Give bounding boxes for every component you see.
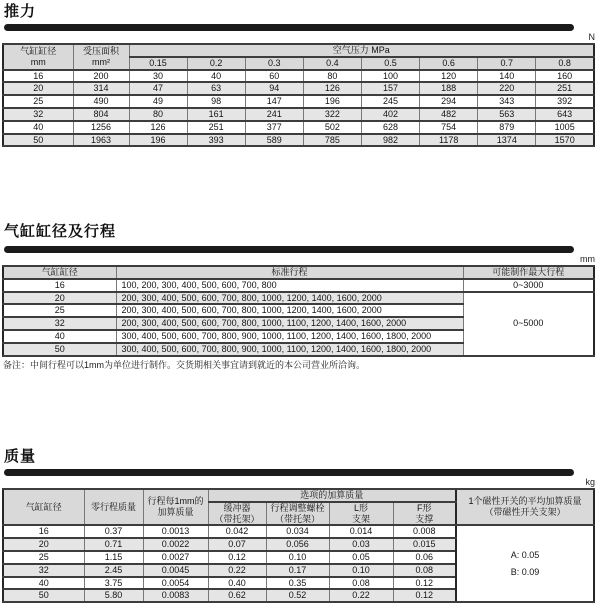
table-cell: 0.056 [266, 538, 329, 551]
table-cell: 0~3000 [463, 279, 594, 292]
table-cell: 0.2 [187, 57, 245, 70]
table-cell: 0.042 [208, 525, 266, 538]
table-cell: 0.40 [208, 577, 266, 590]
table-cell: 25 [3, 551, 84, 564]
table-cell: 50 [3, 134, 73, 147]
table-cell: 32 [3, 564, 84, 577]
table-cell: 行程每1mm的加算质量 [143, 489, 208, 525]
table-cell: 20 [3, 538, 84, 551]
thrust-unit-label: N [588, 32, 595, 42]
table-cell [266, 502, 329, 526]
table-cell: 0.7 [478, 57, 536, 70]
table-cell: 60 [245, 70, 303, 83]
table-cell: 196 [129, 134, 187, 147]
option-col-line: 支撑 [415, 513, 434, 524]
table-cell: 49 [129, 95, 187, 108]
table-row [3, 525, 594, 538]
table-cell: 0.52 [266, 589, 329, 602]
table-row [3, 82, 594, 95]
table-cell [393, 502, 456, 526]
table-row [3, 266, 594, 279]
table-cell [329, 502, 393, 526]
table-cell: 322 [303, 108, 361, 121]
mass-table [2, 488, 595, 603]
stroke-table [2, 265, 595, 357]
table-cell: 200, 300, 400, 500, 600, 700, 800, 1000, 1200, 1400, 1600, 2000 [116, 292, 463, 305]
table-cell: 0.034 [266, 525, 329, 538]
switch-value-b: B: 0.09 [510, 566, 540, 577]
table-cell: 1374 [478, 134, 536, 147]
table-cell: 160 [536, 70, 594, 83]
table-cell: 1.15 [84, 551, 143, 564]
table-cell: 589 [245, 134, 303, 147]
table-cell: 1256 [73, 121, 129, 134]
table-cell: 1570 [536, 134, 594, 147]
table-cell: 0.03 [329, 538, 393, 551]
table-cell: 0.0083 [143, 589, 208, 602]
table-cell: 40 [3, 577, 84, 590]
table-cell: 393 [187, 134, 245, 147]
table-cell: 5.80 [84, 589, 143, 602]
thrust-table [2, 43, 595, 147]
stroke-divider-bar [4, 246, 574, 253]
table-cell: 气缸缸径 [3, 489, 84, 525]
table-cell [208, 502, 266, 526]
table-cell: 0.0013 [143, 525, 208, 538]
table-cell: 零行程质量 [84, 489, 143, 525]
table-cell: 0.0054 [143, 577, 208, 590]
table-row [3, 489, 594, 502]
table-cell [73, 44, 129, 70]
table-cell: 0.22 [329, 589, 393, 602]
table-cell: 63 [187, 82, 245, 95]
table-cell: 94 [245, 82, 303, 95]
table-row [3, 292, 594, 305]
switch-mass-cell [456, 525, 594, 602]
table-cell: 1963 [73, 134, 129, 147]
table-cell: 0.0022 [143, 538, 208, 551]
table-cell: 0.22 [208, 564, 266, 577]
stroke-section-title: 气缸缸径及行程 [4, 223, 117, 240]
table-row [3, 279, 594, 292]
table-cell: 20 [3, 292, 116, 305]
mass-section-title: 质量 [4, 448, 37, 465]
table-cell: 188 [420, 82, 478, 95]
table-cell: 502 [303, 121, 361, 134]
table-cell: 161 [187, 108, 245, 121]
option-col-line: （带托架） [274, 513, 320, 524]
table-cell: 0.3 [245, 57, 303, 70]
table-cell: 314 [73, 82, 129, 95]
switch-value-a: A: 0.05 [510, 549, 540, 560]
table-cell: 0.10 [266, 551, 329, 564]
table-cell: 3.75 [84, 577, 143, 590]
thrust-section-title: 推力 [4, 3, 37, 20]
table-cell: 0.5 [362, 57, 420, 70]
table-cell: 251 [187, 121, 245, 134]
switch-header-line2: （带磁性开关支架） [484, 507, 566, 518]
table-cell: 343 [478, 95, 536, 108]
table-row [3, 121, 594, 134]
table-cell: 200 [73, 70, 129, 83]
table-cell: 2.45 [84, 564, 143, 577]
table-cell: 251 [536, 82, 594, 95]
table-cell: 50 [3, 589, 84, 602]
table-cell: 147 [245, 95, 303, 108]
table-cell: 0.37 [84, 525, 143, 538]
table-cell: 25 [3, 304, 116, 317]
table-cell: 126 [303, 82, 361, 95]
table-cell: 0.06 [393, 551, 456, 564]
table-cell: 标准行程 [116, 266, 463, 279]
table-cell: 300, 400, 500, 600, 700, 800, 900, 1000, 1100, 1200, 1400, 1600, 1800, 2000 [116, 330, 463, 343]
table-cell: 0.014 [329, 525, 393, 538]
table-cell: 47 [129, 82, 187, 95]
option-col-line: 行程调整螺栓 [270, 502, 325, 513]
switch-header-label [456, 489, 594, 525]
table-cell: 0~5000 [463, 292, 594, 356]
option-col-line: 缓冲器 [223, 502, 251, 513]
table-cell: 0.10 [329, 564, 393, 577]
table-cell: 0.17 [266, 564, 329, 577]
table-cell: 0.6 [420, 57, 478, 70]
table-cell: 32 [3, 108, 73, 121]
table-cell [3, 44, 73, 70]
option-col-line: 支架 [351, 513, 370, 524]
bore-header-label: 气缸缸径 [20, 46, 57, 56]
table-cell: 0.08 [329, 577, 393, 590]
option-col-line: F形 [417, 502, 432, 513]
table-cell: 200, 300, 400, 500, 600, 700, 800, 1000, 1100, 1200, 1400, 1600, 2000 [116, 317, 463, 330]
table-cell: 377 [245, 121, 303, 134]
table-cell: 785 [303, 134, 361, 147]
table-cell: 200, 300, 400, 500, 600, 700, 800, 1000, 1200, 1400, 1600, 2000 [116, 304, 463, 317]
table-cell: 754 [420, 121, 478, 134]
table-cell: 0.8 [536, 57, 594, 70]
table-row [3, 134, 594, 147]
table-cell: 402 [362, 108, 420, 121]
table-row [3, 108, 594, 121]
table-cell: 0.12 [393, 589, 456, 602]
table-row [3, 70, 594, 83]
table-cell: 0.0045 [143, 564, 208, 577]
table-cell: 16 [3, 70, 73, 83]
table-cell: 16 [3, 279, 116, 292]
table-cell: 0.08 [393, 564, 456, 577]
table-cell: 100 [362, 70, 420, 83]
table-cell: 490 [73, 95, 129, 108]
table-cell: 804 [73, 108, 129, 121]
table-cell: 1178 [420, 134, 478, 147]
table-cell: 0.008 [393, 525, 456, 538]
table-cell: 80 [303, 70, 361, 83]
bore-header-unit: mm [30, 56, 46, 67]
table-cell: 100, 200, 300, 400, 500, 600, 700, 800 [116, 279, 463, 292]
table-cell: 196 [303, 95, 361, 108]
table-row [3, 44, 594, 57]
area-header-label: 受压面积 [82, 46, 119, 56]
table-row [3, 95, 594, 108]
table-cell: 1005 [536, 121, 594, 134]
table-cell: 0.62 [208, 589, 266, 602]
table-cell: 0.71 [84, 538, 143, 551]
table-cell: 241 [245, 108, 303, 121]
stroke-note: 备注：中间行程可以1mm为单位进行制作。交货期相关事宜请到就近的本公司营业所洽询。 [3, 360, 366, 370]
table-cell: 0.05 [329, 551, 393, 564]
table-cell: 482 [420, 108, 478, 121]
table-cell: 16 [3, 525, 84, 538]
table-cell: 50 [3, 343, 116, 356]
table-cell: 294 [420, 95, 478, 108]
pressure-header-label: 空气压力 MPa [129, 44, 594, 57]
table-cell: 0.12 [393, 577, 456, 590]
table-cell: 563 [478, 108, 536, 121]
table-cell: 30 [129, 70, 187, 83]
table-cell: 643 [536, 108, 594, 121]
thrust-divider-bar [4, 24, 574, 31]
table-cell: 40 [3, 330, 116, 343]
table-cell: 0.015 [393, 538, 456, 551]
table-cell: 25 [3, 95, 73, 108]
option-col-line: L形 [353, 502, 368, 513]
table-cell: 220 [478, 82, 536, 95]
table-cell: 628 [362, 121, 420, 134]
table-cell: 120 [420, 70, 478, 83]
table-cell: 126 [129, 121, 187, 134]
table-cell: 300, 400, 500, 600, 700, 800, 900, 1000, 1100, 1200, 1400, 1600, 1800, 2000 [116, 343, 463, 356]
table-cell: 392 [536, 95, 594, 108]
table-cell: 0.35 [266, 577, 329, 590]
table-cell: 20 [3, 82, 73, 95]
table-cell: 可能制作最大行程 [463, 266, 594, 279]
mass-unit-label: kg [585, 477, 595, 487]
option-col-line: （带托架） [214, 513, 260, 524]
table-cell: 245 [362, 95, 420, 108]
options-header-label: 选项的加算质量 [208, 489, 456, 502]
table-cell: 40 [3, 121, 73, 134]
table-cell: 0.07 [208, 538, 266, 551]
table-cell: 32 [3, 317, 116, 330]
switch-header-line1: 1个磁性开关的平均加算质量 [468, 496, 582, 507]
area-header-unit: mm² [92, 56, 110, 67]
table-cell: 0.4 [303, 57, 361, 70]
table-cell: 0.0027 [143, 551, 208, 564]
table-cell: 40 [187, 70, 245, 83]
table-cell: 879 [478, 121, 536, 134]
table-cell: 157 [362, 82, 420, 95]
table-cell: 140 [478, 70, 536, 83]
stroke-unit-label: mm [580, 254, 595, 264]
table-cell: 982 [362, 134, 420, 147]
table-cell: 80 [129, 108, 187, 121]
table-cell: 0.15 [129, 57, 187, 70]
table-cell: 气缸缸径 [3, 266, 116, 279]
mass-divider-bar [4, 469, 574, 476]
table-cell: 0.12 [208, 551, 266, 564]
table-cell: 98 [187, 95, 245, 108]
